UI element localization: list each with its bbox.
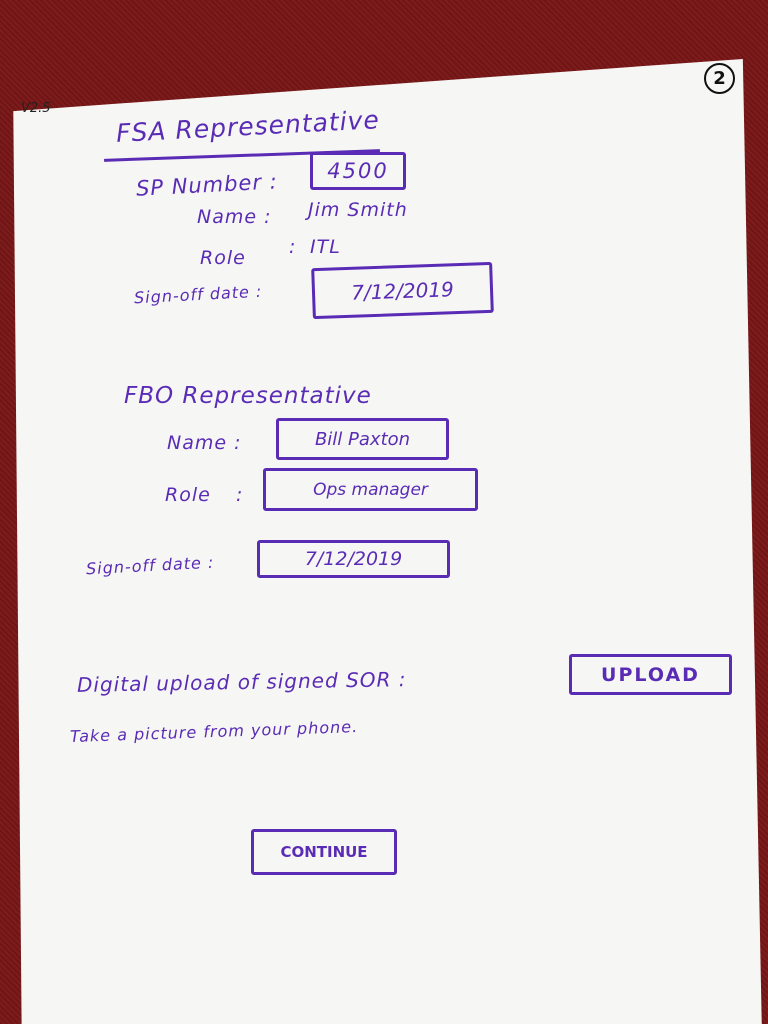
fsa-section-title: FSA Representative [115,105,381,148]
fsa-role-value: ITL [310,236,341,258]
fbo-name-label: Name : [167,432,242,454]
sp-number-field[interactable]: 4500 [310,152,406,190]
fbo-section-title: FBO Representative [124,383,372,409]
fbo-role-field[interactable]: Ops manager [263,468,478,511]
sp-number-label: SP Number : [135,169,279,201]
fbo-signoff-date-field[interactable]: 7/12/2019 [257,540,450,578]
page-number-badge [704,63,735,94]
version-label: V2.5 [21,101,51,116]
upload-button[interactable]: UPLOAD [569,654,732,695]
fsa-name-value: Jim Smith [308,199,408,221]
fsa-name-label: Name : [197,206,272,228]
fsa-signoff-label: Sign-off date : [133,281,263,308]
fbo-signoff-label: Sign-off date : [85,552,215,579]
page-number: 2 [713,68,726,89]
fbo-role-colon: : [236,484,244,506]
fsa-role-label: Role [200,247,246,269]
fbo-name-field[interactable]: Bill Paxton [276,418,449,460]
fbo-role-label: Role [165,484,211,506]
fsa-role-colon: : [289,236,297,258]
continue-button[interactable]: CONTINUE [251,829,397,875]
fsa-signoff-date-field[interactable]: 7/12/2019 [311,262,494,319]
upload-hint: Take a picture from your phone. [69,716,359,747]
upload-label: Digital upload of signed SOR : [76,667,407,697]
